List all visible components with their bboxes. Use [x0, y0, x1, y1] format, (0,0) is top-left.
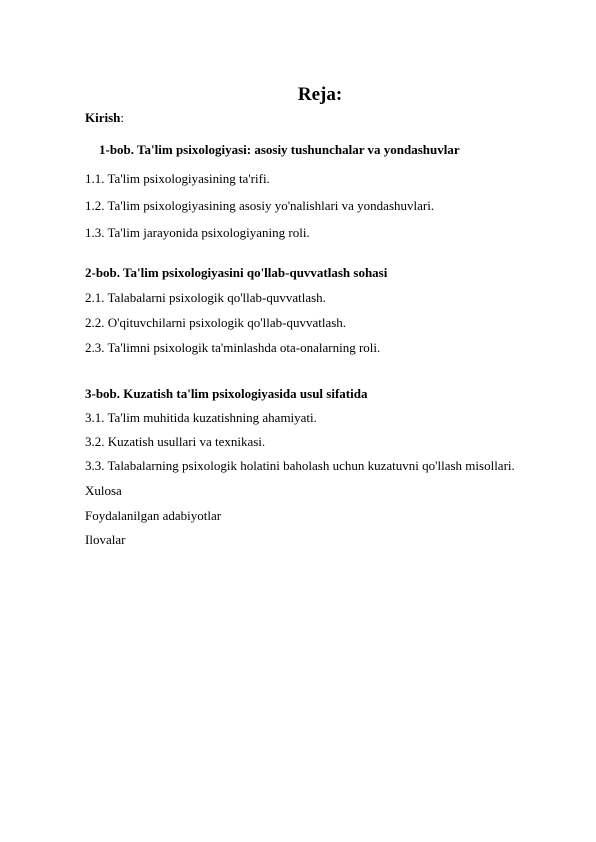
section-3-1: 3.1. Ta'lim muhitida kuzatishning ahamiyati. — [85, 410, 317, 425]
chapter-2-heading: 2-bob. Ta'lim psixologiyasini qo'llab-quvvatlash sohasi — [85, 265, 388, 280]
chapter-3-heading: 3-bob. Kuzatish ta'lim psixologiyasida usul sifatida — [85, 386, 368, 401]
appendices-line: Ilovalar — [85, 532, 126, 547]
section-3-3: 3.3. Talabalarning psixologik holatini baholash uchun kuzatuvni qo'llash misollari. — [85, 458, 515, 473]
intro-label: Kirish — [85, 110, 121, 125]
references-line: Foydalanilgan adabiyotlar — [85, 508, 222, 523]
section-2-1: 2.1. Talabalarni psixologik qo'llab-quvvatlash. — [85, 290, 326, 305]
section-3-2: 3.2. Kuzatish usullari va texnikasi. — [85, 434, 266, 449]
conclusion-line: Xulosa — [85, 483, 122, 498]
section-1-2: 1.2. Ta'lim psixologiyasining asosiy yo'nalishlari va yondashuvlari. — [85, 198, 435, 213]
intro-colon: : — [120, 110, 125, 125]
section-2-3: 2.3. Ta'limni psixologik ta'minlashda ota-onalarning roli. — [85, 340, 381, 355]
section-1-3: 1.3. Ta'lim jarayonida psixologiyaning roli. — [85, 225, 310, 240]
page-title: Reja: — [297, 84, 343, 105]
chapter-1-heading: 1-bob. Ta'lim psixologiyasi: asosiy tushunchalar va yondashuvlar — [99, 142, 460, 157]
section-1-1: 1.1. Ta'lim psixologiyasining ta'rifi. — [85, 171, 270, 186]
section-2-2: 2.2. O'qituvchilarni psixologik qo'llab-quvvatlash. — [85, 315, 347, 330]
intro-line — [85, 110, 124, 126]
